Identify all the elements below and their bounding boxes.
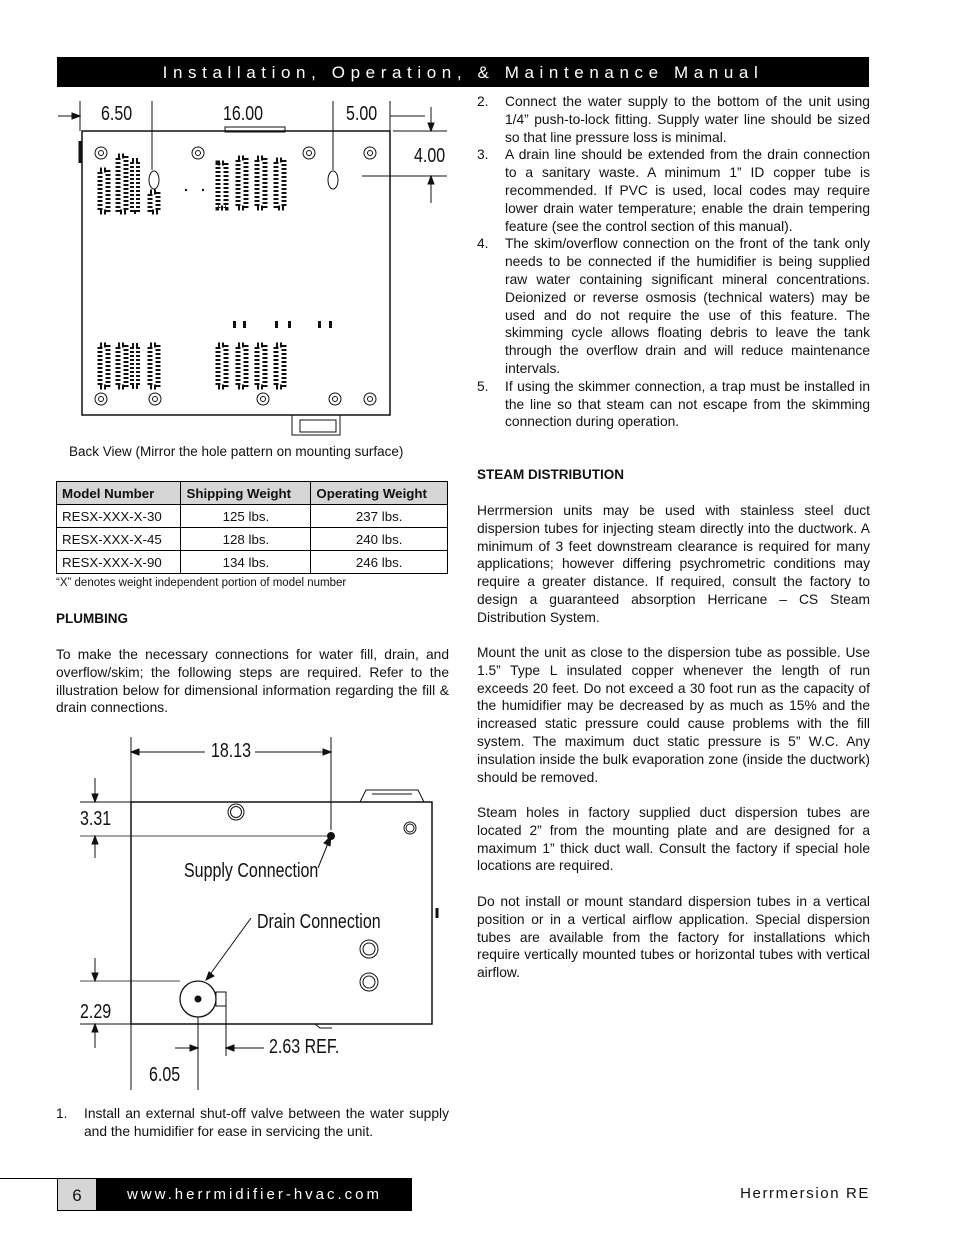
step-text: A drain line should be extended from the drain connection to a sanitary waste. A minimum 1” ID copper tube is recommended. If PVC is used, local codes may require lower drain water temperature; enable the drain tempering feature (see the control section of this manual). (505, 147, 870, 234)
steam-paragraph-4: Do not install or mount standard dispersion tubes in a vertical position or in a vertical airflow application. Special dispersion tubes are available from the factory for installations which require vertically mounted tubes or horizontal tubes with vertical airflow. (477, 894, 870, 981)
list-item (477, 378, 870, 431)
dim-right: 5.00 (346, 103, 378, 125)
step-number: 2. (477, 94, 489, 109)
col-operating: Operating Weight (311, 482, 448, 505)
step-number: 1. (56, 1106, 68, 1121)
cell-shipping: 125 lbs. (181, 505, 311, 528)
cell-operating: 246 lbs. (311, 551, 448, 574)
cell-model: RESX-XXX-X-30 (57, 505, 181, 528)
dim-left: 6.50 (101, 103, 133, 125)
steam-paragraph-2: Mount the unit as close to the dispersion tube as possible. Use 1.5” Type L insulated copper whenever the length of run exceeds 20 feet. Do not exceed a 30 foot run as the capacity of the humidifier may be decreased by as much as 15% and the increased static pressure could cause problems with the fill system. The maximum duct static pressure is 5” W.C. Any insulation inside the bulk evaporation zone (inside the ductwork) should be removed. (477, 645, 870, 785)
page-number: 6 (57, 1178, 97, 1211)
step-text: If using the skimmer connection, a trap must be installed in the line so that steam can not escape from the skimming connection during operation. (505, 378, 870, 430)
table-header-row (57, 482, 448, 505)
list-item (56, 1105, 449, 1141)
step-number: 3. (477, 147, 489, 163)
cell-model: RESX-XXX-X-45 (57, 528, 181, 551)
step-number: 5. (477, 378, 489, 394)
steam-heading: STEAM DISTRIBUTION (477, 467, 624, 482)
back-view-caption: Back View (Mirror the hole pattern on mounting surface) (69, 444, 404, 459)
dim-middle: 16.00 (223, 103, 264, 125)
table-row (57, 505, 448, 528)
plumbing-heading: PLUMBING (56, 611, 128, 626)
footer-url: www.herrmidifier-hvac.com (97, 1178, 412, 1211)
weights-table (56, 481, 448, 574)
dim-ref: 2.63 REF. (269, 1036, 340, 1058)
steam-paragraph-3: Steam holes in factory supplied duct dispersion tubes are located 2” from the mounting plate and are designed for a maximum 1” thick duct wall. Consult the factory if special hole locations are required. (477, 805, 870, 874)
steam-paragraph-1: Herrmersion units may be used with stainless steel duct dispersion tubes for injecting steam directly into the ductwork. A minimum of 3 feet downstream clearance is required for many applications; however differing psychrometric conditions may require a greater distance. If required, consult the factory to design a guaranteed absorption Herricane – CS Steam Distribution System. (477, 503, 870, 625)
step-text: The skim/overflow connection on the front of the tank only needs to be connected if the humidifier is being supplied raw water containing significant mineral concentrations. Deionized or reverse osmosis (technical waters) may be used and do not require the use of this feature. The skimming cycle allows floating debris to leave the tank through the overflow drain and will reduce maintenance intervals. (505, 236, 870, 376)
cell-shipping: 128 lbs. (181, 528, 311, 551)
plumbing-steps-right (477, 93, 870, 431)
cell-shipping: 134 lbs. (181, 551, 311, 574)
drain-connection-label: Drain Connection (257, 911, 381, 933)
table-row (57, 551, 448, 574)
table-row (57, 528, 448, 551)
table-footnote: “X” denotes weight independent portion of model number (56, 577, 347, 589)
dim-width-18: 18.13 (211, 740, 252, 762)
plumbing-intro: To make the necessary connections for water fill, drain, and overflow/skim; the following steps are required. Refer to the illustration below for dimensional information regarding the fill & drain connections. (56, 647, 449, 716)
dim-drain-height: 2.29 (80, 1001, 112, 1023)
cell-operating: 240 lbs. (311, 528, 448, 551)
step-text: Install an external shut-off valve between the water supply and the humidifier for ease in servicing the unit. (84, 1106, 449, 1139)
col-shipping: Shipping Weight (181, 482, 311, 505)
step-number: 4. (477, 236, 489, 252)
plumbing-steps-left (56, 1105, 449, 1141)
manual-header: Installation, Operation, & Maintenance Manual (57, 57, 869, 87)
dim-height: 4.00 (414, 145, 446, 167)
dim-drain-x: 6.05 (149, 1064, 181, 1086)
footer-brand: Herrmersion RE (740, 1185, 870, 1202)
step-text: Connect the water supply to the bottom of the unit using 1/4” push-to-lock fitting. Supply water line should be sized so that line pressure loss is minimal. (505, 94, 870, 145)
list-item (477, 93, 870, 146)
cell-operating: 237 lbs. (311, 505, 448, 528)
footer-rule (0, 1178, 57, 1179)
list-item (477, 235, 870, 377)
dim-supply-height: 3.31 (80, 808, 112, 830)
list-item (477, 146, 870, 235)
supply-connection-label: Supply Connection (184, 860, 319, 882)
cell-model: RESX-XXX-X-90 (57, 551, 181, 574)
col-model: Model Number (57, 482, 181, 505)
